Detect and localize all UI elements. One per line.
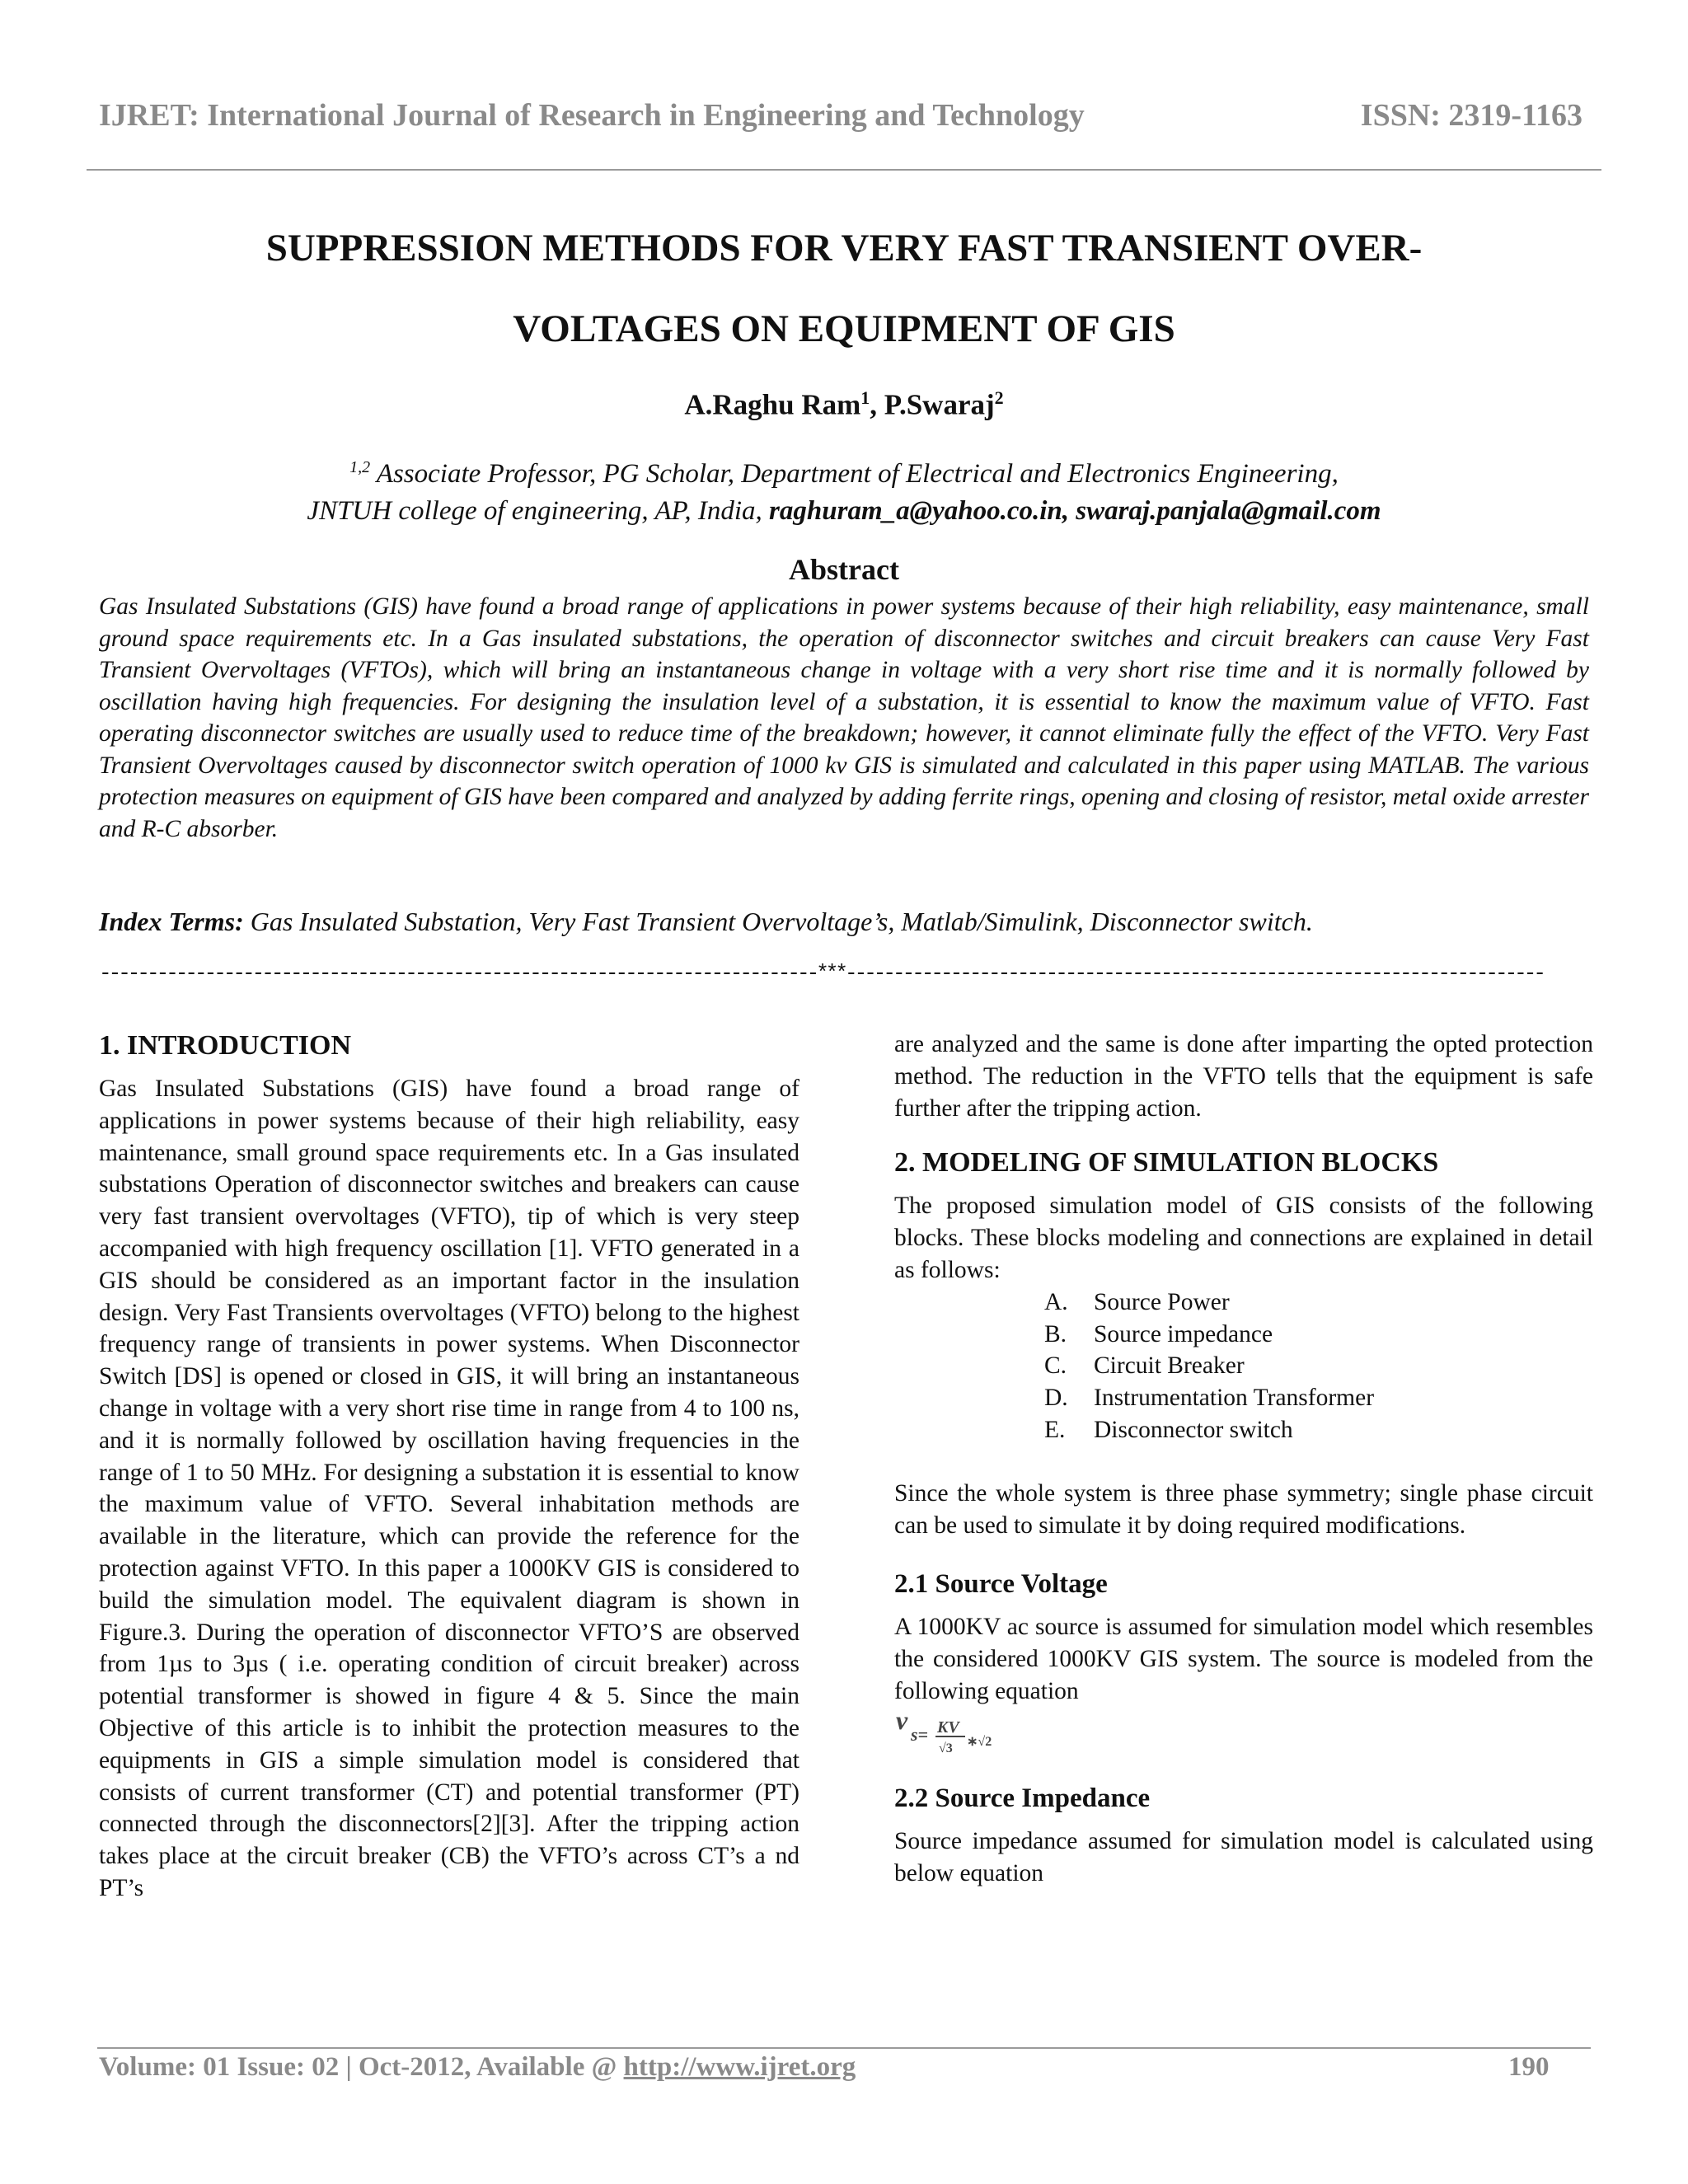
- right-column: [894, 1029, 1593, 1889]
- list-item: [1044, 1319, 1593, 1351]
- index-terms-text: Gas Insulated Substation, Very Fast Transient Overvoltage’s, Matlab/Simulink, Disconnector switch.: [243, 907, 1313, 936]
- author-sep: ,: [870, 388, 884, 421]
- source-voltage-body: A 1000KV ac source is assumed for simulation model which resembles the considered 1000KV GIS system. The source is modeled from the following equation: [894, 1614, 1593, 1704]
- page-number: 190: [1508, 2052, 1550, 2082]
- author-2: P.Swaraj: [884, 388, 995, 421]
- equation-graphic: [894, 1711, 1059, 1760]
- affiliation-line-2: [99, 493, 1589, 530]
- title-line-2: VOLTAGES ON EQUIPMENT OF GIS: [513, 307, 1175, 350]
- list-item: [1044, 1350, 1593, 1382]
- abstract-body: Gas Insulated Substations (GIS) have found a broad range of applications in power systems because of their high reliability, easy maintenance, small ground space requirements etc. In a Gas insulated substations, the operation of disconnector switches and circuit breakers can cause Very Fast Transient Overvoltages (VFTOs), which will bring an instantaneous change in voltage with a very short rise time and it is normally followed by oscillation having high frequencies. For designing the insulation level of a substation, it is essential to know the maximum value of VFTO. Fast operating disconnector switches are usually used to reduce time of the breakdown; however, it cannot eliminate fully the effect of the VFTO. Very Fast Transient Overvoltages caused by disconnector switch operation of 1000 kv GIS is simulated and calculated in this paper using MATLAB. The various protection measures on equipment of GIS have been compared and analyzed by adding ferrite rings, opening and closing of resistor, metal oxide arrester and R-C absorber.: [99, 593, 1589, 842]
- intro-body: Gas Insulated Substations (GIS) have found a broad range of applications in power systems because of their high reliability, easy maintenance, small ground space requirements etc. In a Gas insulated substations Operation of disconnector switches and breakers can cause very fast transient overvoltages (VFTO), tip of which is very steep accompanied with high frequency oscillation [1]. VFTO generated in a GIS should be considered as an important factor in the insulation design. Very Fast Transients overvoltages (VFTO) belong to the highest frequency range of transients in power systems. When Disconnector Switch [DS] is opened or closed in GIS, it will bring an instantaneous change in voltage with a very short rise time in range from 4 to 100 ns, and it is normally followed by oscillation having frequencies in the range of 1 to 50 MHz. For designing a substation it is essential to know the maximum value of VFTO. Several inhabitation methods are available in the literature, which can provide the reference for the protection against VFTO. In this paper a 1000KV GIS is considered to build the simulation model. The equivalent diagram is shown in Figure.3. During the operation of disconnector VFTO’S are observed from 1µs to 3µs ( i.e. operating condition of circuit breaker) across potential transformer is showed in figure 4 & 5. Since the main Objective of this article is to inhibit the protection measures to the equipments in GIS a simple simulation model is considered that consists of current transformer (CT) and potential transformer (PT) connected through the disconnectors[2][3]. After the tripping action takes place at the circuit breaker (CB) the VFTO’s across CT’s a nd PT’s: [99, 1076, 799, 1901]
- list-item-letter: C.: [1044, 1352, 1067, 1380]
- issn: ISSN: 2319-1163: [1360, 98, 1582, 133]
- index-terms: [99, 907, 1589, 937]
- eq-numerator: KV: [937, 1718, 959, 1736]
- footer-rule: [97, 2047, 1591, 2049]
- abstract-heading: Abstract: [789, 553, 899, 586]
- blocks-list: [894, 1286, 1593, 1446]
- journal-name: IJRET: International Journal of Research in Engineering and Technology: [99, 98, 1085, 133]
- list-item: [1044, 1286, 1593, 1319]
- section-separator: ---------------------------------------------------------------------------***-------------------------------------------------------------------------: [99, 961, 1543, 986]
- eq-tail: ∗√2: [967, 1734, 992, 1749]
- header-rule: [87, 169, 1601, 171]
- affiliation-text: Associate Professor, PG Scholar, Department of Electrical and Electronics Engineering,: [370, 459, 1339, 489]
- paper-title: [99, 208, 1589, 369]
- list-item-label: Source impedance: [1094, 1320, 1273, 1347]
- eq-v: v: [896, 1710, 908, 1735]
- affiliation-sup: 1,2: [349, 458, 371, 476]
- author-emails: raghuram_a@yahoo.co.in, swaraj.panjala@gmail.com: [769, 496, 1381, 526]
- source-voltage-heading: 2.1 Source Voltage: [894, 1569, 1108, 1600]
- list-item-label: Instrumentation Transformer: [1094, 1385, 1375, 1412]
- index-terms-label: Index Terms:: [99, 907, 244, 936]
- modeling-heading: 2. MODELING OF SIMULATION BLOCKS: [894, 1147, 1439, 1179]
- list-item-letter: A.: [1044, 1288, 1068, 1315]
- list-item-label: Circuit Breaker: [1094, 1352, 1245, 1380]
- author-1-sup: 1: [860, 387, 870, 408]
- author-1: A.Raghu Ram: [684, 388, 861, 421]
- affiliation: [99, 449, 1589, 530]
- source-impedance-body: Source impedance assumed for simulation model is calculated using below equation: [894, 1827, 1593, 1886]
- list-item-letter: D.: [1044, 1385, 1068, 1412]
- left-column: [99, 1030, 799, 1905]
- list-item: [1044, 1382, 1593, 1414]
- symmetry-paragraph: Since the whole system is three phase symmetry; single phase circuit can be used to simulate it by doing required modifications.: [894, 1479, 1593, 1539]
- affiliation-institution: JNTUH college of engineering, AP, India,: [307, 496, 770, 526]
- eq-denominator: √3: [939, 1741, 953, 1755]
- eq-s: s=: [911, 1723, 929, 1745]
- list-item-letter: E.: [1044, 1416, 1066, 1443]
- intro-heading: 1. INTRODUCTION: [99, 1030, 352, 1061]
- source-impedance-heading: 2.2 Source Impedance: [894, 1783, 1151, 1813]
- list-item-label: Source Power: [1094, 1288, 1230, 1315]
- modeling-intro: The proposed simulation model of GIS consists of the following blocks. These blocks modeling and connections are explained in detail as follows:: [894, 1193, 1593, 1283]
- affiliation-line-1: [99, 449, 1589, 493]
- authors: [99, 387, 1589, 422]
- title-line-1: SUPPRESSION METHODS FOR VERY FAST TRANSIENT OVER-: [265, 227, 1423, 269]
- list-item: [1044, 1414, 1593, 1446]
- intro-continued: are analyzed and the same is done after imparting the opted protection method. The reduction in the VFTO tells that the equipment is safe further after the tripping action.: [894, 1031, 1593, 1122]
- source-voltage-equation: [894, 1711, 1593, 1760]
- footer-volume: [99, 2052, 856, 2083]
- list-item-label: Disconnector switch: [1094, 1416, 1293, 1443]
- journal-link[interactable]: http://www.ijret.org: [623, 2052, 856, 2082]
- footer-volume-text: Volume: 01 Issue: 02 | Oct-2012, Available @: [99, 2052, 624, 2082]
- author-2-sup: 2: [994, 387, 1004, 408]
- list-item-letter: B.: [1044, 1320, 1067, 1347]
